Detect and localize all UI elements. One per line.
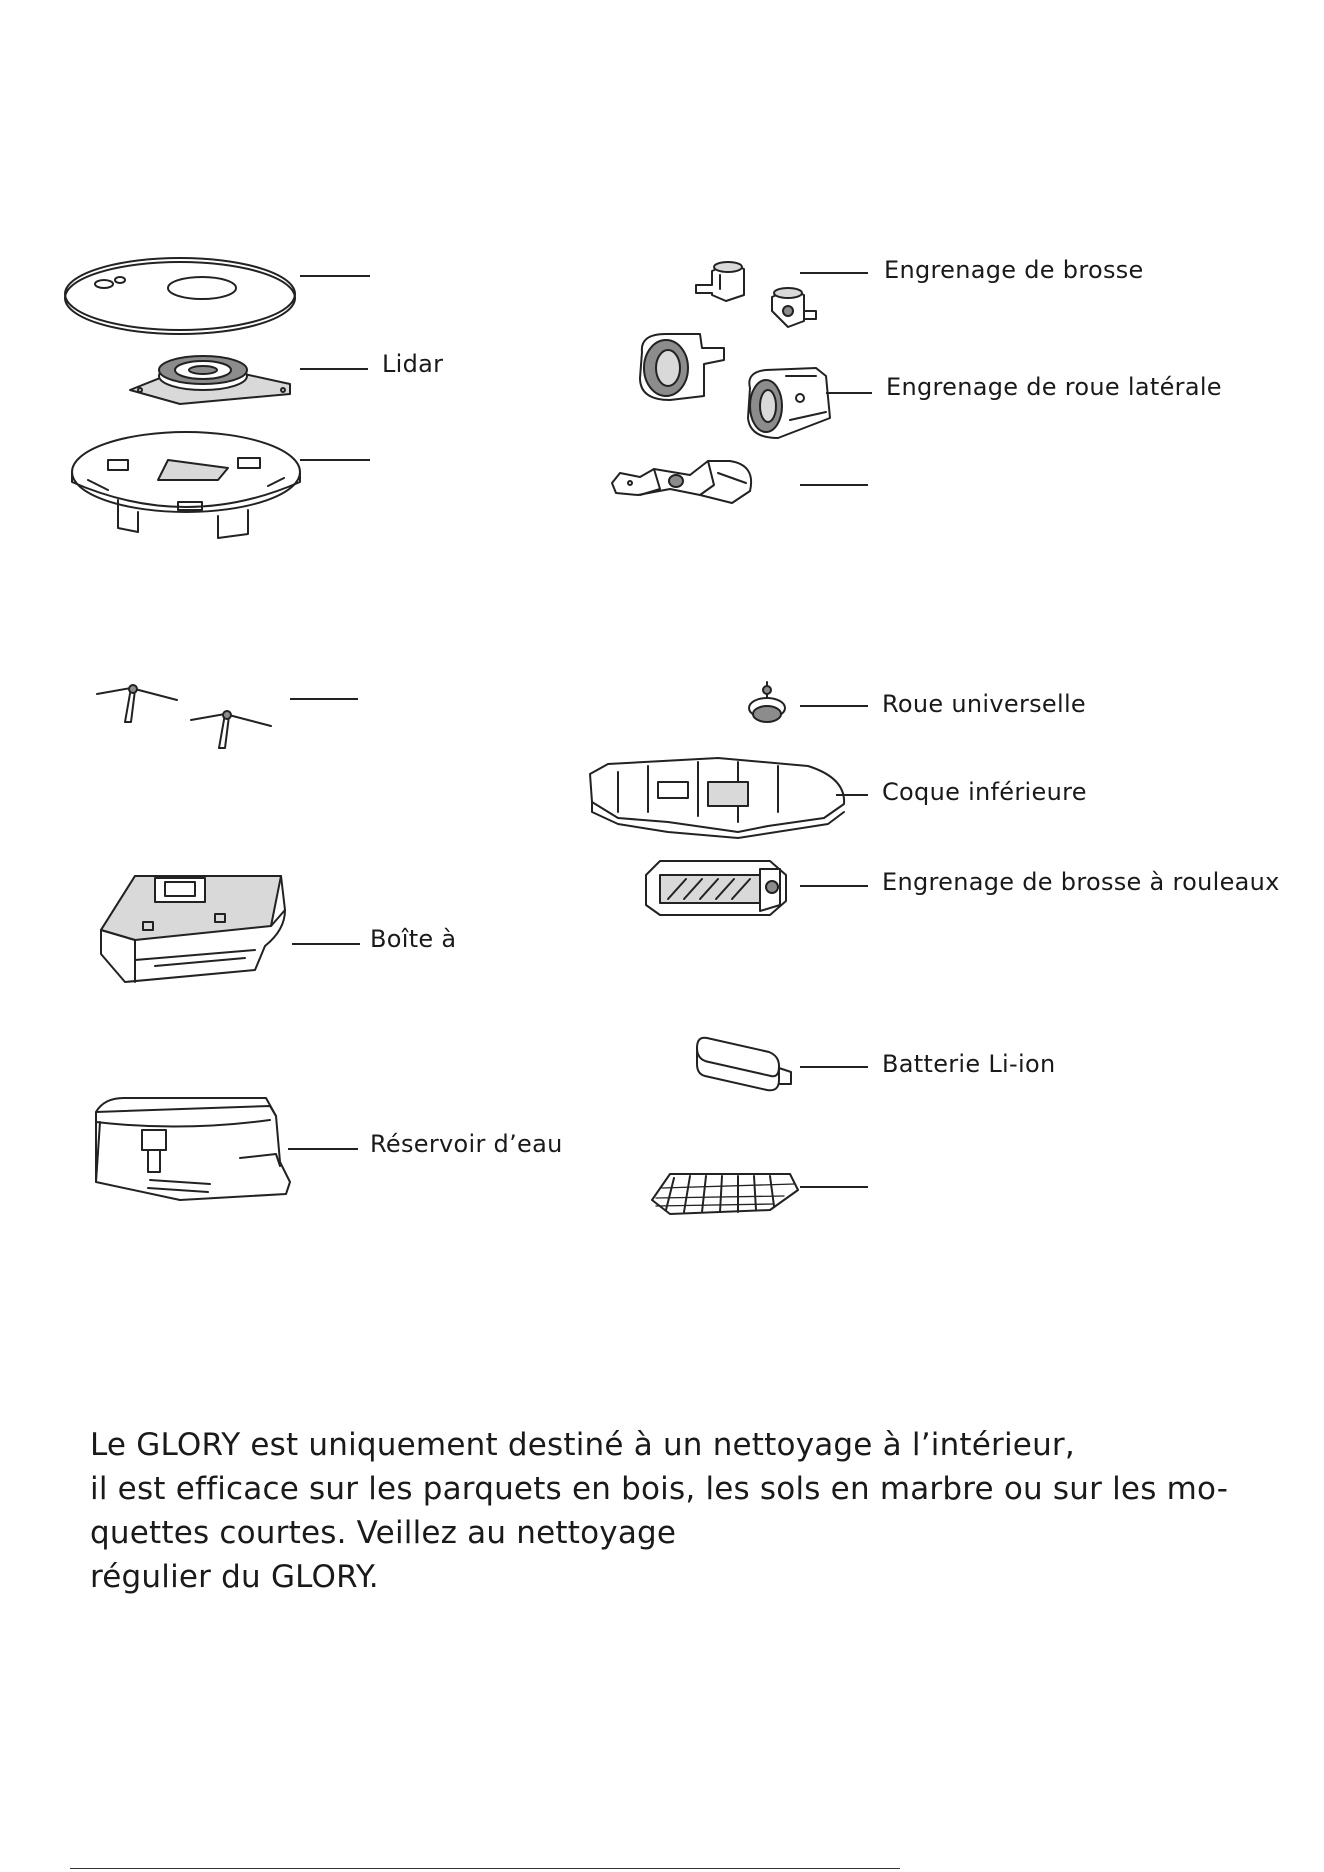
bottom-shell-label: Coque inférieure: [882, 778, 1087, 806]
dust-box-label: Boîte à: [370, 925, 457, 953]
filter-illustration: [650, 1170, 800, 1216]
brush-gear-leader: [800, 272, 868, 274]
universal-wheel-label: Roue universelle: [882, 690, 1086, 718]
universal-wheel-illustration: [745, 680, 789, 726]
bottom-shell-leader: [836, 794, 868, 796]
description-line-4: régulier du GLORY.: [90, 1559, 379, 1595]
lidar-label: Lidar: [382, 350, 444, 378]
top-frame-leader: [300, 459, 370, 461]
description-line-1: Le GLORY est uniquement destiné à un nettoyage à l’intérieur,: [90, 1427, 1075, 1463]
side-wheel-gear-leader: [826, 392, 872, 394]
side-wheel-gear-illustration: [630, 328, 860, 448]
lidar-leader: [300, 368, 368, 370]
roller-brush-gear-leader: [800, 885, 868, 887]
water-tank-label: Réservoir d’eau: [370, 1130, 563, 1158]
battery-illustration: [695, 1034, 795, 1096]
footer-rule: [70, 1868, 900, 1869]
description-line-3: quettes courtes. Veillez au nettoyage: [90, 1515, 677, 1551]
side-wheel-gear-label: Engrenage de roue latérale: [886, 373, 1222, 401]
battery-label: Batterie Li-ion: [882, 1050, 1056, 1078]
bottom-shell-illustration: [588, 752, 850, 838]
filter-leader: [800, 1186, 868, 1188]
side-brushes-leader: [290, 698, 358, 700]
roller-brush-gear-illustration: [640, 855, 790, 921]
roller-brush-gear-label: Engrenage de brosse à rouleaux: [882, 868, 1280, 896]
dust-box-leader: [292, 943, 360, 945]
description-line-2: il est efficace sur les parquets en bois, les sols en marbre ou sur les mo-: [90, 1471, 1229, 1507]
top-frame-illustration: [68, 420, 308, 550]
top-cover-leader: [300, 275, 370, 277]
water-tank-leader: [288, 1148, 358, 1150]
battery-leader: [800, 1066, 868, 1068]
bumper-sensor-illustration: [610, 455, 760, 515]
side-brushes-illustration: [95, 680, 285, 750]
brush-gear-illustration: [690, 255, 830, 335]
brush-gear-label: Engrenage de brosse: [884, 256, 1144, 284]
dust-box-illustration: [95, 870, 295, 990]
usage-description: [90, 1423, 1229, 1599]
bumper-sensor-leader: [800, 484, 868, 486]
universal-wheel-leader: [800, 705, 868, 707]
water-tank-illustration: [90, 1092, 290, 1202]
top-cover-illustration: [62, 250, 302, 340]
lidar-illustration: [125, 350, 295, 410]
